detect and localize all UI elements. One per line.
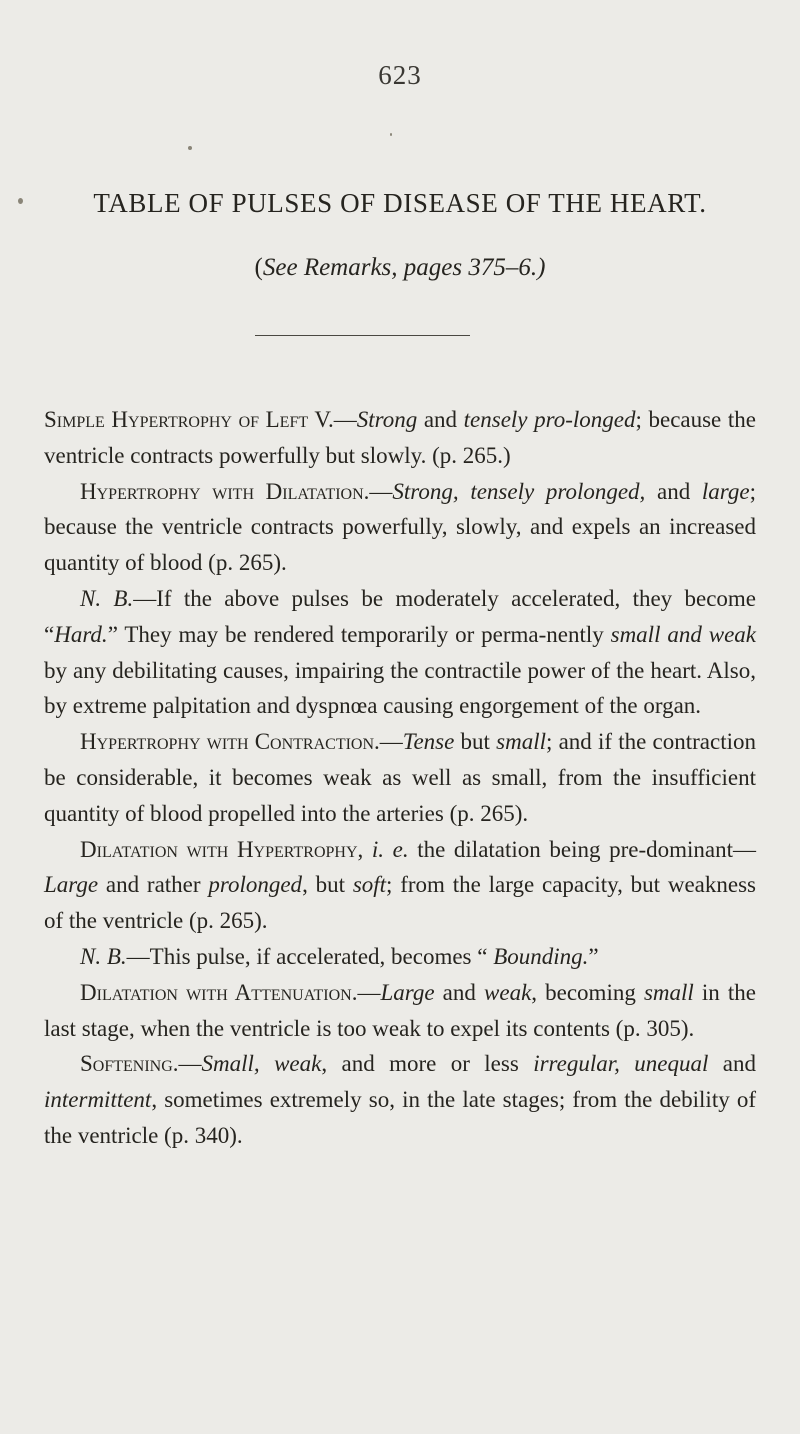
dash: —: [333, 407, 357, 432]
entry-text: ” They may be rendered temporarily or perma-nently: [107, 621, 611, 647]
entry-heading: Hypertrophy with Dilatation.: [80, 478, 370, 504]
entry-dilatation-attenuation: [44, 975, 756, 1047]
page-number: 623: [378, 60, 422, 90]
entry-text: tensely pro-longed: [463, 407, 636, 432]
entry-text: Strong: [356, 407, 418, 432]
entry-text: i. e.: [371, 836, 409, 862]
entry-softening: [44, 1046, 756, 1153]
nota-bene: N. B.: [80, 943, 127, 969]
entry-text: ; because the ventricle contracts powerfully, slowly, and expels an increased quantity of blood (p. 265).: [44, 478, 756, 576]
dash: —: [357, 979, 381, 1005]
entry-heading: Dilatation with Attenuation.: [80, 979, 358, 1005]
entry-text: Large: [380, 979, 435, 1005]
entry-text: and rather: [98, 872, 209, 898]
entry-text: small: [643, 979, 694, 1005]
page-title: TABLE OF PULSES OF DISEASE OF THE HEART.: [93, 188, 707, 218]
entry-text: Bounding.: [493, 943, 589, 969]
entry-heading: Hypertrophy with Contraction.: [80, 729, 380, 755]
print-speck: [188, 146, 192, 150]
entry-text: and: [434, 979, 485, 1005]
entry-text: soft: [352, 872, 387, 898]
subtitle-see: See: [262, 254, 298, 281]
entry-text: the dilatation being pre-dominant—: [408, 836, 756, 862]
page-subtitle: [0, 254, 800, 282]
entry-text: but: [454, 729, 497, 755]
entry-text: by any debilitating causes, impairing the contractile power of the heart. Also, by extreme palpitation and dyspnœa causing engorgement of the organ.: [44, 657, 756, 719]
entry-text: , but: [302, 872, 353, 898]
print-speck: [390, 133, 392, 136]
entry-text: Strong, tensely prolonged,: [392, 478, 646, 504]
entry-dilatation-hypertrophy: [44, 832, 756, 939]
dash: —: [369, 478, 393, 504]
entry-text: in the last stage, when the ventricle is too weak to expel its contents (p. 305).: [44, 979, 757, 1041]
entry-nota-bene-hard: [44, 581, 756, 724]
entry-text: and: [645, 478, 702, 504]
entry-text: irregular, unequal: [533, 1051, 709, 1077]
entry-text: , becoming: [531, 979, 644, 1005]
entry-text: Large: [44, 872, 99, 898]
entry-text: This pulse, if accelerated, becomes “: [149, 943, 494, 969]
entry-text: small: [496, 729, 546, 755]
entry-text: , sometimes extremely so, in the late stages; from the debility of the ventricle (p. 340).: [44, 1087, 756, 1148]
pulse-table-text: [44, 402, 756, 1154]
dash: —: [379, 729, 403, 755]
dash: —: [126, 943, 150, 969]
print-speck: [18, 198, 23, 204]
entry-text: If the above pulses be moderately accelerated, they become “: [44, 585, 757, 647]
entry-nota-bene-bounding: [44, 939, 756, 975]
entry-heading: Dilatation with Hypertrophy,: [80, 836, 364, 862]
nota-bene: N. B.: [80, 585, 134, 611]
entry-hypertrophy-contraction: [44, 724, 756, 831]
entry-text: and: [417, 407, 464, 432]
entry-text: small and weak: [610, 621, 756, 647]
entry-text: ”: [588, 943, 599, 969]
entry-text: ; from the large capacity, but weakness of the ventricle (p. 265).: [44, 872, 756, 934]
entry-text: prolonged: [208, 872, 303, 898]
entry-text: large: [701, 478, 750, 504]
entry-hypertrophy-dilatation: [44, 474, 756, 581]
entry-text: ; and if the contraction be considerable, it becomes weak as well as small, from the insufficient quantity of blood propelled into the arteries (p. 265).: [44, 729, 756, 826]
entry-text: and: [708, 1051, 756, 1077]
subtitle-pages: pages 375–6.): [403, 254, 546, 281]
entry-heading: Softening.: [80, 1051, 179, 1077]
entry-text: , and more or less: [321, 1051, 534, 1077]
dash: —: [133, 585, 157, 611]
entry-text: Hard.: [54, 621, 108, 647]
entry-text: [363, 837, 372, 862]
entry-text: Small, weak: [201, 1051, 322, 1077]
entry-simple-hypertrophy: [44, 402, 756, 474]
entry-text: intermittent: [44, 1087, 152, 1113]
entry-text: Tense: [402, 729, 455, 755]
dash: —: [178, 1051, 202, 1077]
entry-heading: Simple Hypertrophy of Left V.: [44, 407, 334, 432]
subtitle-remarks: Remarks,: [303, 254, 398, 281]
entry-text: ; because the ventricle contracts powerfully but slowly. (p. 265.): [44, 407, 756, 468]
divider-rule: [255, 335, 470, 336]
entry-text: weak: [484, 979, 532, 1005]
subtitle-open-paren: (: [254, 254, 263, 281]
